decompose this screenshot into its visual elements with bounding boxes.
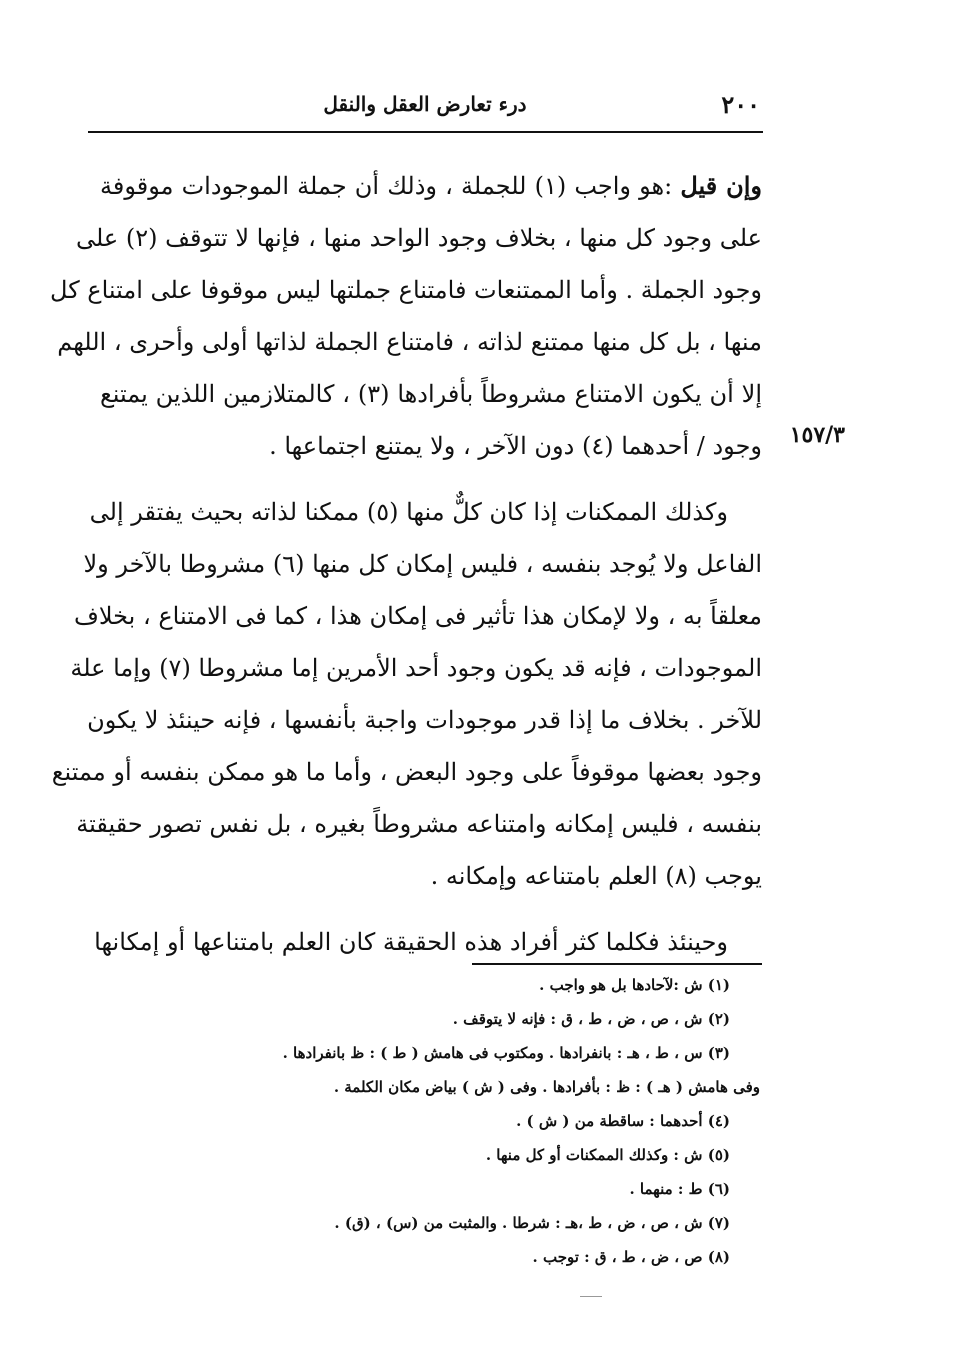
lead-phrase: وإن قيل [680,171,762,200]
text-line-15: وحينئذ فكلما كثر أفراد هذه الحقيقة كان العلم بامتناعها أو إمكانها [94,928,728,956]
text-line-7: وكذلك الممكنات إذا كان كلٌّ منها (٥) ممكنا لذاته بحيث يفتقر إلى [89,498,728,526]
footnote-6: (٦) ط : منهما . [629,1180,730,1198]
text-line-8: الفاعل ولا يُوجد بنفسه ، فليس إمكان كل منها (٦) مشروطا بالآخر ولا [83,550,762,578]
text-line-13: بنفسه ، فليس إمكانه وامتناعه مشروطاً بغيره ، بل نفس تصور حقيقتة [76,810,762,838]
footnote-rule [472,963,762,965]
running-title: درء تعارض العقل والنقل [323,92,527,116]
text-line-1: وإن قيل :هو واجب (١) للجملة ، وذلك أن جملة الموجودات موقوفة [100,171,762,200]
text-line-2: على وجود كل منها ، بخلاف وجود الواحد منها ، فإنها لا تتوقف (٢) على [75,224,762,252]
main-text [50,160,762,968]
text-line-9: معلقاً به ، ولا لإمكان هذا تأثير فى إمكان هذا ، كما فى الامتناع ، بخلاف [73,602,762,630]
footnote-3: (٣) س ، ط ، هـ : بانفرادها . ومكتوب فى هامش ( ط ) : ظ بانفرادها . [282,1044,730,1062]
text-line-10: الموجودات ، فإنه قد يكون وجود أحد الأمرين إما مشروطا (٧) وإما علة [70,654,762,682]
text-line-3: وجود الجملة . وأما الممتنعات فامتناع جملتها ليس موقوفا على امتناع كل [50,276,762,304]
text-line-14: يوجب (٨) العلم بامتناعه وإمكانه . [430,862,762,890]
footnotes [200,968,760,1274]
footnote-2: (٢) ش ، ص ، ض ، ط ، ق : فإنه لا يتوقف . [452,1010,730,1028]
page-number: ٢٠٠ [721,90,760,119]
bottom-mark [580,1296,602,1297]
footnote-7: (٧) ش ، ص ، ض ، ط ،هـ : شرطا . والمثبت من (س) ، (ق) . [334,1214,730,1232]
footnote-4: (٤) أحدهما : ساقطة من ( ش ) . [516,1112,730,1130]
page-header [90,90,760,130]
text-line-4: منها ، بل كل منها ممتنع لذاته ، فامتناع الجملة لذاتها أولى وأحرى ، اللهم [57,328,762,356]
footnote-1: (١) ش :لآحادها بل هو واجب . [539,976,730,994]
margin-page-reference: ١٥٧/٣ [789,422,845,448]
text-line-6: وجود / أحدهما (٤) دون الآخر ، ولا يمتنع اجتماعها . [269,432,762,460]
footnote-5: (٥) ش : وكذلك الممكنات أو كل منها . [485,1146,730,1164]
text-line-5: إلا أن يكون الامتناع مشروطاً بأفرادها (٣) ، كالمتلازمين اللذين يمتنع [100,380,762,408]
footnote-8: (٨) ص ، ض ، ط ، ق : توجب . [532,1248,730,1266]
text-line-12: وجود بعضها موقوفاً على وجود البعض ، وأما ما هو ممكن بنفسه أو ممتنع [51,758,762,786]
text-line-11: للآخر . بخلاف ما إذا قدر موجودات واجبة بأنفسها ، فإنه حينئذ لا يكون [87,706,762,734]
footnote-3-continuation: وفى هامش ( هـ ) : ظ : بأفرادها . وفى ( ش ) بياض مكان الكلمة . [333,1078,760,1096]
header-rule [88,131,763,133]
